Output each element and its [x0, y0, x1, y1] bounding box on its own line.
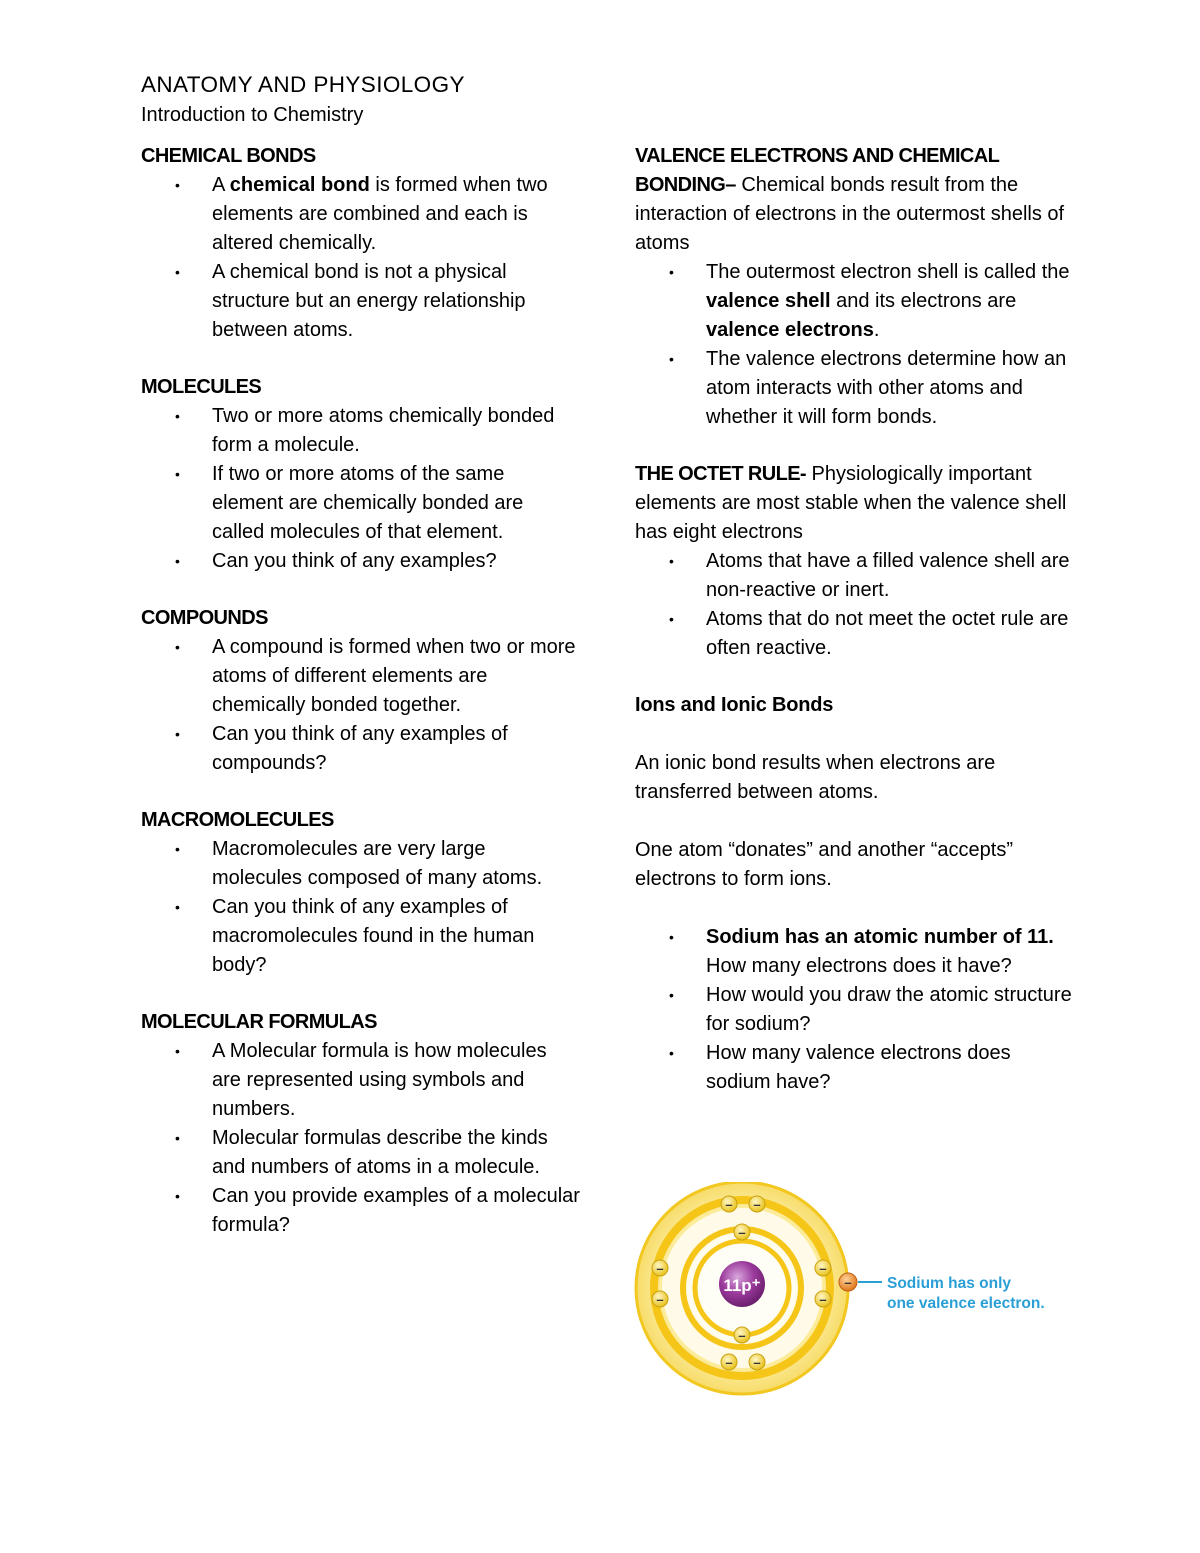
list-item: • Can you think of any examples? [141, 547, 581, 576]
list-item: • A chemical bond is not a physical structure but an energy relationship between atoms. [141, 258, 581, 345]
section-macromolecules [141, 806, 581, 980]
svg-text:–: – [725, 1355, 733, 1370]
bullet-list [141, 402, 581, 576]
electron [734, 1327, 750, 1343]
list-item: • How would you draw the atomic structure for sodium? [635, 981, 1075, 1039]
bullet-list [635, 258, 1075, 432]
bullet-glyph: • [669, 929, 674, 945]
svg-text:–: – [819, 1292, 827, 1307]
paragraph: One atom “donates” and another “accepts” electrons to form ions. [635, 839, 1013, 890]
section-heading: MOLECULES [141, 376, 262, 398]
bullet-glyph: • [175, 177, 180, 193]
list-item: • Can you think of any examples of macromolecules found in the human body? [141, 893, 581, 980]
bullet-glyph: • [175, 553, 180, 569]
electron [815, 1291, 831, 1307]
list-item: • The valence electrons determine how an atom interacts with other atoms and whether it will form bonds. [635, 345, 1075, 432]
list-item: • Macromolecules are very large molecules composed of many atoms. [141, 835, 581, 893]
paragraph: An ionic bond results when electrons are transferred between atoms. [635, 752, 996, 803]
section-ions [635, 691, 1075, 1097]
bullet-glyph: • [175, 726, 180, 742]
electron [721, 1354, 737, 1370]
bullet-glyph: • [669, 553, 674, 569]
svg-text:–: – [738, 1225, 746, 1240]
section-valence-electrons [635, 142, 1075, 432]
bullet-glyph: • [175, 639, 180, 655]
bullet-glyph: • [175, 1130, 180, 1146]
sodium-atom-diagram [632, 1182, 1072, 1397]
bullet-list [635, 547, 1075, 663]
bullet-glyph: • [175, 1043, 180, 1059]
figure-caption-line2: one valence electron. [887, 1295, 1045, 1312]
bullet-glyph: • [175, 466, 180, 482]
section-compounds [141, 604, 581, 778]
list-item: • Molecular formulas describe the kinds and numbers of atoms in a molecule. [141, 1124, 581, 1182]
list-item: • A Molecular formula is how molecules are represented using symbols and numbers. [141, 1037, 581, 1124]
electron [749, 1354, 765, 1370]
svg-text:–: – [738, 1328, 746, 1343]
svg-text:–: – [844, 1275, 852, 1290]
list-item: • Can you think of any examples of compounds? [141, 720, 581, 778]
bullet-glyph: • [175, 841, 180, 857]
section-octet-rule [635, 460, 1075, 663]
section-heading: Ions and Ionic Bonds [635, 694, 834, 716]
section-heading: VALENCE ELECTRONS AND CHEMICAL BONDING– [635, 145, 999, 196]
term-bold: Sodium has an atomic number of 11. [706, 926, 1054, 948]
section-molecules [141, 373, 581, 576]
valence-electron [839, 1273, 857, 1291]
section-chemical-bonds [141, 142, 581, 345]
list-item: • Atoms that do not meet the octet rule are often reactive. [635, 605, 1075, 663]
bullet-list [635, 923, 1075, 1097]
list-item: • How many valence electrons does sodium have? [635, 1039, 1075, 1097]
section-heading-with-text: VALENCE ELECTRONS AND CHEMICAL BONDING– Chemical bonds result from the interaction of electrons in the outermost shells of atoms [635, 145, 1065, 254]
bullet-glyph: • [669, 987, 674, 1003]
bullet-glyph: • [175, 408, 180, 424]
section-heading: MOLECULAR FORMULAS [141, 1011, 377, 1033]
section-heading: MACROMOLECULES [141, 809, 334, 831]
figure-caption-line1: Sodium has only [887, 1275, 1012, 1292]
bullet-glyph: • [669, 1045, 674, 1061]
section-molecular-formulas [141, 1008, 581, 1240]
electron [749, 1196, 765, 1212]
list-item: • The outermost electron shell is called the valence shell and its electrons are valence electrons. [635, 258, 1075, 345]
section-heading: COMPOUNDS [141, 607, 268, 629]
list-item: • If two or more atoms of the same element are chemically bonded are called molecules of that element. [141, 460, 581, 547]
right-column [635, 142, 1075, 1125]
bullet-list [141, 171, 581, 345]
svg-text:–: – [656, 1292, 664, 1307]
list-item: • A compound is formed when two or more atoms of different elements are chemically bonded together. [141, 633, 581, 720]
list-item: • A chemical bond is formed when two elements are combined and each is altered chemically. [141, 171, 581, 258]
svg-text:–: – [819, 1261, 827, 1276]
term-bold: valence electrons [706, 319, 874, 341]
term-bold: valence shell [706, 290, 831, 312]
svg-text:–: – [656, 1261, 664, 1276]
list-item: • Can you provide examples of a molecular formula? [141, 1182, 581, 1240]
bullet-glyph: • [175, 264, 180, 280]
section-heading-with-text: THE OCTET RULE- Physiologically important elements are most stable when the valence shell has eight electrons [635, 463, 1067, 543]
bullet-glyph: • [175, 1188, 180, 1204]
bullet-list [141, 633, 581, 778]
svg-text:–: – [753, 1197, 761, 1212]
section-heading: CHEMICAL BONDS [141, 145, 316, 167]
document-title: ANATOMY AND PHYSIOLOGY [141, 72, 465, 97]
section-heading: THE OCTET RULE- [635, 463, 806, 485]
term-bold: chemical bond [229, 174, 370, 196]
nucleus-label: 11p⁺ [723, 1276, 761, 1295]
left-column [141, 142, 581, 1268]
list-item: • Two or more atoms chemically bonded form a molecule. [141, 402, 581, 460]
svg-text:–: – [725, 1197, 733, 1212]
electron [815, 1260, 831, 1276]
document-subtitle: Introduction to Chemistry [141, 104, 364, 126]
bullet-glyph: • [669, 611, 674, 627]
electron [734, 1224, 750, 1240]
electron [652, 1291, 668, 1307]
electron [721, 1196, 737, 1212]
bullet-glyph: • [669, 351, 674, 367]
list-item: • Atoms that have a filled valence shell are non-reactive or inert. [635, 547, 1075, 605]
bullet-list [141, 835, 581, 980]
bullet-glyph: • [669, 264, 674, 280]
bullet-glyph: • [175, 899, 180, 915]
bullet-list [141, 1037, 581, 1240]
list-item: • Sodium has an atomic number of 11. How many electrons does it have? [635, 923, 1075, 981]
svg-text:–: – [753, 1355, 761, 1370]
electron [652, 1260, 668, 1276]
